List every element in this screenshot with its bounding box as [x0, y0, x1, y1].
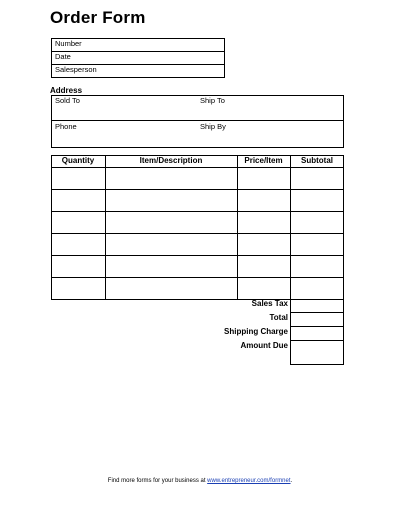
- table-header-divider: [51, 167, 344, 168]
- shipping-charge-label: Shipping Charge: [224, 327, 288, 336]
- number-field[interactable]: Number: [55, 39, 82, 48]
- address-divider: [51, 120, 344, 121]
- footer-suffix: .: [290, 478, 293, 484]
- ship-to-field[interactable]: Ship To: [200, 96, 225, 105]
- info-divider-1: [51, 51, 225, 52]
- sales-tax-label: Sales Tax: [251, 299, 288, 308]
- totals-left-border: [290, 300, 291, 364]
- table-col-divider: [237, 155, 238, 300]
- total-label: Total: [269, 313, 288, 322]
- form-title: Order Form: [50, 8, 146, 27]
- table-row-divider: [51, 189, 344, 190]
- footer-link[interactable]: www.entrepreneur.com/formnet: [207, 478, 291, 484]
- salesperson-field[interactable]: Salesperson: [55, 65, 97, 74]
- totals-divider: [290, 326, 344, 327]
- table-col-divider: [290, 155, 291, 300]
- footer: [0, 478, 400, 484]
- table-col-divider: [105, 155, 106, 300]
- items-table: [51, 155, 344, 300]
- footer-text: Find more forms for your business at: [107, 478, 206, 484]
- table-row-divider: [51, 255, 344, 256]
- totals-right-border: [343, 300, 344, 364]
- address-box: [51, 95, 344, 148]
- header-quantity: Quantity: [61, 156, 95, 165]
- header-subtotal: Subtotal: [301, 156, 333, 165]
- table-row-divider: [51, 233, 344, 234]
- phone-field[interactable]: Phone: [55, 122, 77, 131]
- totals-divider: [290, 340, 344, 341]
- header-price-item: Price/Item: [244, 156, 283, 165]
- date-field[interactable]: Date: [55, 52, 71, 61]
- address-heading: Address: [50, 86, 83, 95]
- sold-to-field[interactable]: Sold To: [55, 96, 80, 105]
- table-row-divider: [51, 211, 344, 212]
- totals-bottom: [290, 364, 344, 365]
- amount-due-label: Amount Due: [240, 341, 288, 350]
- header-item-description: Item/Description: [139, 156, 203, 165]
- totals-divider: [290, 312, 344, 313]
- table-row-divider: [51, 277, 344, 278]
- ship-by-field[interactable]: Ship By: [200, 122, 226, 131]
